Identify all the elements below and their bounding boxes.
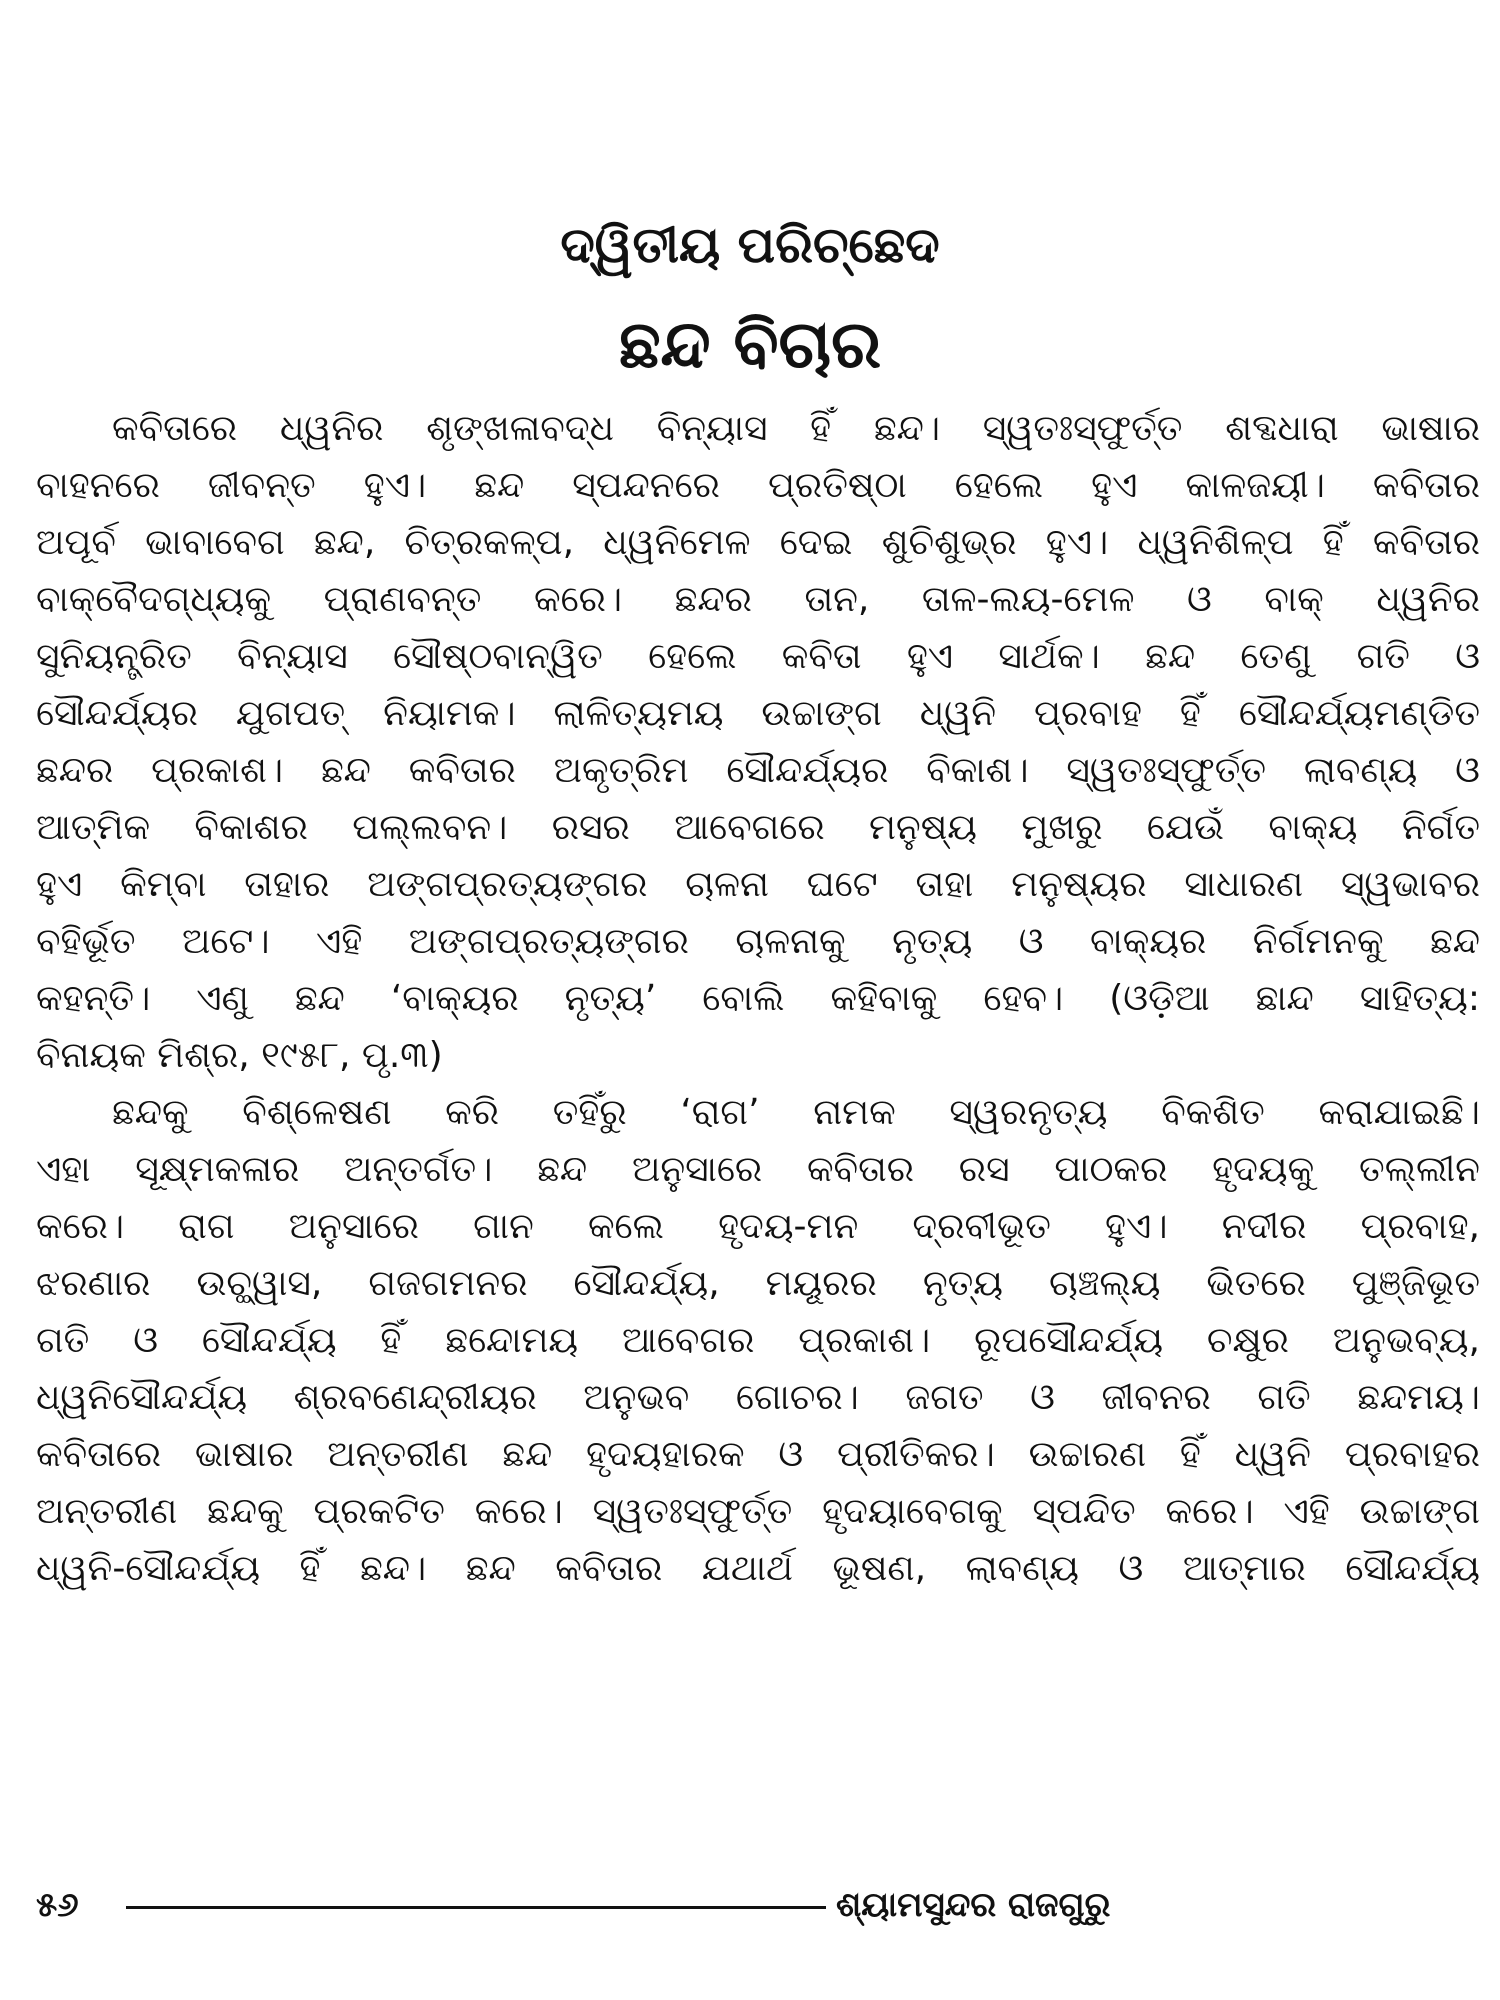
page-footer [36,1880,1156,1930]
text-line: ସୁନିୟନ୍ତ୍ରିତ ବିନ୍ୟାସ ସୌଷ୍ଠବାନ୍ୱିତ ହେଲେ କବିତା ହୁଏ ସାର୍ଥକ। ଛନ୍ଦ ତେଣୁ ଗତି ଓ [36,636,1480,677]
text-line: କବିତାରେ ଭାଷାର ଅନ୍ତରୀଣ ଛନ୍ଦ ହୃଦୟହାରକ ଓ ପ୍ରୀତିକର। ଉଚ୍ଚାରଣ ହିଁ ଧ୍ୱନି ପ୍ରବାହର [36,1434,1480,1475]
chapter-heading: ଦ୍ୱିତୀୟ ପରିଚ୍ଛେଦ [560,216,940,274]
text-line: ଛନ୍ଦକୁ ବିଶ୍ଳେଷଣ କରି ତହିଁରୁ ‘ରାଗ’ ନାମକ ସ୍ୱରନୃତ୍ୟ ବିକଶିତ କରାଯାଇଛି। [112,1092,1480,1133]
text-line: ବିନାୟକ ମିଶ୍ର, ୧୯୫୮, ପୃ.୩) [36,1035,443,1076]
body-text [36,400,1480,1597]
page-number: ୫୬ [36,1885,79,1925]
text-line: ଆତ୍ମିକ ବିକାଶର ପଲ୍ଲବନ। ରସର ଆବେଗରେ ମନୁଷ୍ୟ ମୁଖରୁ ଯେଉଁ ବାକ୍ୟ ନିର୍ଗତ [36,807,1480,848]
text-line: ବହିର୍ଭୂତ ଅଟେ। ଏହି ଅଙ୍ଗପ୍ରତ୍ୟଙ୍ଗର ଚାଳନାକୁ ନୃତ୍ୟ ଓ ବାକ୍ୟର ନିର୍ଗମନକୁ ଛନ୍ଦ [36,921,1480,962]
text-line: ଧ୍ୱନିସୌନ୍ଦର୍ଯ୍ୟ ଶ୍ରବଣେନ୍ଦ୍ରୀୟର ଅନୁଭବ ଗୋଚର। ଜଗତ ଓ ଜୀବନର ଗତି ଛନ୍ଦମୟ। [36,1377,1480,1418]
text-line: ବାହନରେ ଜୀବନ୍ତ ହୁଏ। ଛନ୍ଦ ସ୍ପନ୍ଦନରେ ପ୍ରତିଷ୍ଠା ହେଲେ ହୁଏ କାଳଜୟୀ। କବିତାର [36,465,1480,506]
text-line: ହୁଏ କିମ୍ବା ତାହାର ଅଙ୍ଗପ୍ରତ୍ୟଙ୍ଗର ଚାଳନା ଘଟେ ତାହା ମନୁଷ୍ୟର ସାଧାରଣ ସ୍ୱଭାବର [36,864,1480,905]
text-line: କବିତାରେ ଧ୍ୱନିର ଶୃଙ୍ଖଳାବଦ୍ଧ ବିନ୍ୟାସ ହିଁ ଛନ୍ଦ। ସ୍ୱତଃସ୍ଫୁର୍ତ୍ତ ଶବ୍ଦଧାରା ଭାଷାର [112,408,1480,449]
text-line: କରେ। ରାଗ ଅନୁସାରେ ଗାନ କଲେ ହୃଦୟ-ମନ ଦ୍ରବୀଭୂତ ହୁଏ। ନଦୀର ପ୍ରବାହ, [36,1206,1480,1247]
text-line: ଏହା ସୂକ୍ଷ୍ମକଳାର ଅନ୍ତର୍ଗତ। ଛନ୍ଦ ଅନୁସାରେ କବିତାର ରସ ପାଠକର ହୃଦୟକୁ ତଲ୍ଲୀନ [36,1149,1480,1190]
text-line: ଝରଣାର ଉଚ୍ଛ୍ୱାସ, ଗଜଗମନର ସୌନ୍ଦର୍ଯ୍ୟ, ମୟୂରର ନୃତ୍ୟ ଚାଞ୍ଚଲ୍ୟ ଭିତରେ ପୁଞ୍ଜିଭୂତ [36,1263,1480,1304]
text-line: ଅନ୍ତରୀଣ ଛନ୍ଦକୁ ପ୍ରକଟିତ କରେ। ସ୍ୱତଃସ୍ଫୁର୍ତ୍ତ ହୃଦୟାବେଗକୁ ସ୍ପନ୍ଦିତ କରେ। ଏହି ଉଚ୍ଚାଙ୍ଗ [36,1491,1480,1532]
text-line: ସୌନ୍ଦର୍ଯ୍ୟର ଯୁଗପତ୍ ନିୟାମକ। ଲାଳିତ୍ୟମୟ ଉଚ୍ଚାଙ୍ଗ ଧ୍ୱନି ପ୍ରବାହ ହିଁ ସୌନ୍ଦର୍ଯ୍ୟମଣ୍ଡିତ [36,693,1480,734]
footer-rule [126,1906,826,1909]
text-line: ଧ୍ୱନି-ସୌନ୍ଦର୍ଯ୍ୟ ହିଁ ଛନ୍ଦ। ଛନ୍ଦ କବିତାର ଯଥାର୍ଥ ଭୂଷଣ, ଲାବଣ୍ୟ ଓ ଆତ୍ମାର ସୌନ୍ଦର୍ଯ୍ୟ [36,1548,1480,1589]
text-line: ଅପୂର୍ବ ଭାବାବେଗ ଛନ୍ଦ, ଚିତ୍ରକଳ୍ପ, ଧ୍ୱନିମେଳ ଦେଇ ଶୁଚିଶୁଭ୍ର ହୁଏ। ଧ୍ୱନିଶିଳ୍ପ ହିଁ କବିତାର [36,522,1480,563]
text-line: ଗତି ଓ ସୌନ୍ଦର୍ଯ୍ୟ ହିଁ ଛନ୍ଦୋମୟ ଆବେଗର ପ୍ରକାଶ। ରୂପସୌନ୍ଦର୍ଯ୍ୟ ଚକ୍ଷୁର ଅନୁଭବ୍ୟ, [36,1320,1480,1361]
text-line: କହନ୍ତି। ଏଣୁ ଛନ୍ଦ ‘ବାକ୍ୟର ନୃତ୍ୟ’ ବୋଲି କହିବାକୁ ହେବ। (ଓଡ଼ିଆ ଛାନ୍ଦ ସାହିତ୍ୟ: [36,978,1480,1019]
text-line: ଛନ୍ଦର ପ୍ରକାଶ। ଛନ୍ଦ କବିତାର ଅକୃତ୍ରିମ ସୌନ୍ଦର୍ଯ୍ୟର ବିକାଶ। ସ୍ୱତଃସ୍ଫୁର୍ତ୍ତ ଲାବଣ୍ୟ ଓ [36,750,1480,791]
author-name: ଶ୍ୟାମସୁନ୍ଦର ରାଜଗୁରୁ [836,1885,1111,1925]
section-title: ଛନ୍ଦ ବିଚାର [618,306,882,383]
text-line: ବାକ୍‌ବୈଦଗ୍ଧ୍ୟକୁ ପ୍ରାଣବନ୍ତ କରେ। ଛନ୍ଦର ତାନ, ତାଳ-ଲୟ-ମେଳ ଓ ବାକ୍ ଧ୍ୱନିର [36,579,1480,620]
